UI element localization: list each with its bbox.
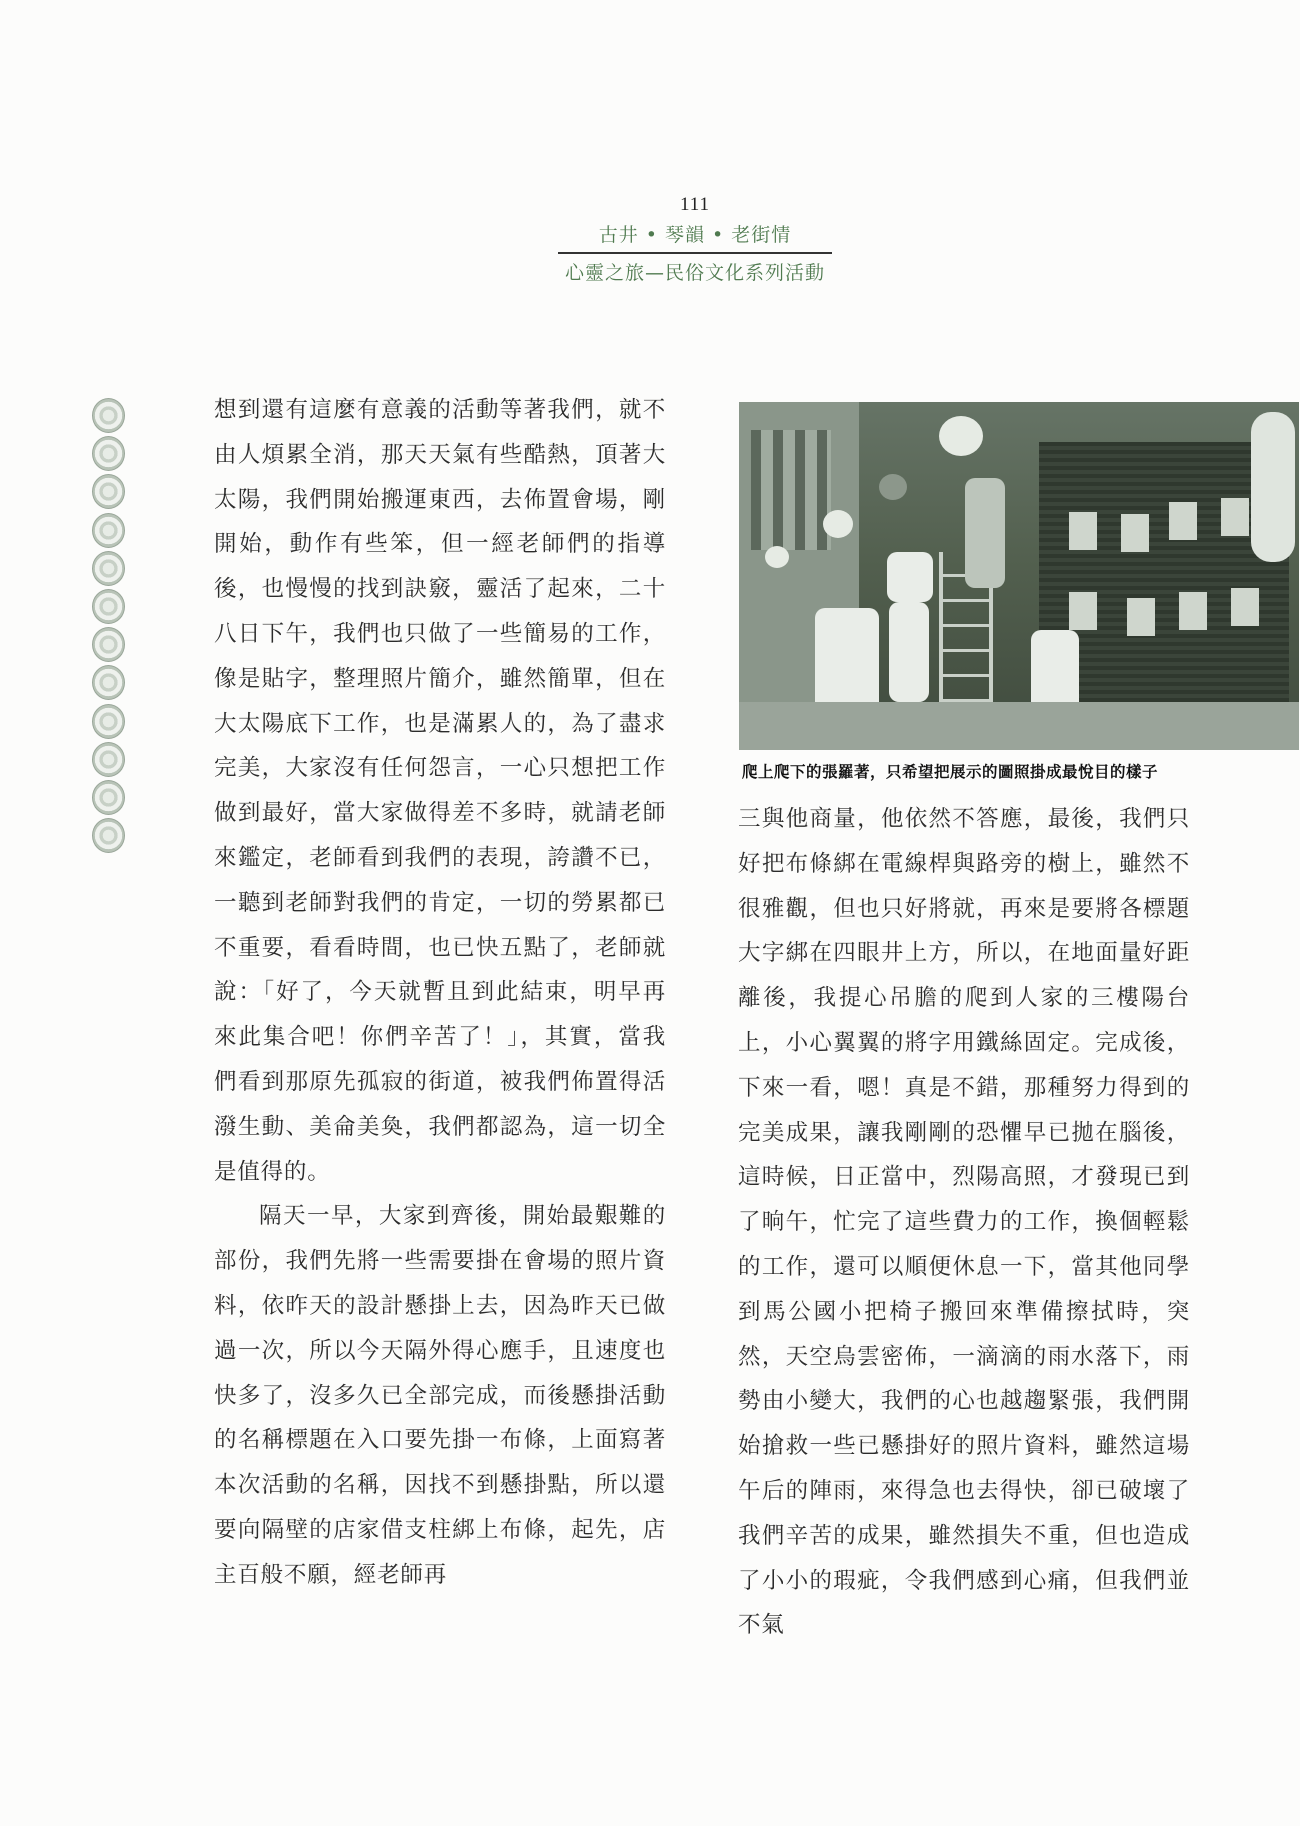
ornament-icon — [92, 513, 125, 548]
ornament-icon — [92, 742, 125, 777]
page-header — [0, 194, 1300, 285]
person — [887, 552, 933, 602]
photo-poster — [1121, 514, 1149, 552]
photo-poster — [1169, 502, 1197, 540]
shop-sign — [1251, 412, 1295, 562]
header-rule — [558, 252, 832, 254]
lantern — [823, 510, 853, 538]
left-text-column — [214, 388, 666, 1598]
person — [965, 478, 1005, 588]
ornament-icon — [92, 589, 125, 624]
person — [889, 602, 929, 702]
series-subtitle: 心靈之旅—民俗文化系列活動 — [564, 262, 825, 284]
ornament-icon — [92, 704, 125, 739]
right-text-column — [738, 797, 1190, 1648]
paragraph: 想到還有這麼有意義的活動等著我們，就不由人煩累全消，那天天氣有些酷熱，頂著大太陽，我們開始搬運東西，去佈置會場，剛開始，動作有些笨，但一經老師們的指導後，也慢慢的找到訣竅，靈活了起來，二十八日下午，我們也只做了一些簡易的工作，像是貼字，整理照片簡介，雖然簡單，但在大太陽底下工作，也是滿累人的，為了盡求完美，大家沒有任何怨言，一心只想把工作做到最好，當大家做得差不多時，就請老師來鑑定，老師看到我們的表現，誇讚不已，一聽到老師對我們的肯定，一切的勞累都已不重要，看看時間，也已快五點了，老師就說：「好了，今天就暫且到此結束，明早再來此集合吧！你們辛苦了！」，其實，當我們看到那原先孤寂的街道，被我們佈置得活潑生動、美侖美奐，我們都認為，這一切全是值得的。 — [214, 397, 666, 1185]
lantern — [765, 546, 789, 568]
paragraph: 隔天一早，大家到齊後，開始最艱難的部份，我們先將一些需要掛在會場的照片資料，依昨天的設計懸掛上去，因為昨天已做過一次，所以今天隔外得心應手，且速度也快多了，沒多久已全部完成，而後懸掛活動的名稱標題在入口要先掛一布條，上面寫著本次活動的名稱，因找不到懸掛點，所以還要向隔壁的店家借支柱綁上布條，起先，店主百般不願，經老師再 — [214, 1203, 666, 1588]
photo-poster — [1069, 512, 1097, 550]
ornament-icon — [92, 665, 125, 700]
photo-poster — [1221, 498, 1249, 536]
ornament-icon — [92, 398, 125, 433]
ornament-icon — [92, 627, 125, 662]
ornament-icon — [92, 780, 125, 815]
paragraph: 三與他商量，他依然不答應，最後，我們只好把布條綁在電線桿與路旁的樹上，雖然不很雅觀，但也只好將就，再來是要將各標題大字綁在四眼井上方，所以，在地面量好距離後，我提心吊膽的爬到人家的三樓陽台上，小心翼翼的將字用鐵絲固定。完成後，下來一看，嗯！真是不錯，那種努力得到的完美成果，讓我剛剛的恐懼早已拋在腦後，這時候，日正當中，烈陽高照，才發現已到了晌午，忙完了這些費力的工作，換個輕鬆的工作，還可以順便休息一下，當其他同學到馬公國小把椅子搬回來準備擦拭時，突然，天空烏雲密佈，一滴滴的雨水落下，雨勢由小變大，我們的心也越趨緊張，我們開始搶救一些已懸掛好的照片資料，雖然這場午后的陣雨，來得急也去得快，卻已破壞了我們辛苦的成果，雖然損失不重，但也造成了小小的瑕疵，令我們感到心痛，但我們並不氣 — [738, 806, 1190, 1639]
series-title: 古井 • 琴韻 • 老街情 — [598, 224, 792, 246]
ornament-icon — [92, 436, 125, 471]
ornament-icon — [92, 474, 125, 509]
photo-poster — [1231, 588, 1259, 626]
lantern — [879, 474, 907, 500]
lantern — [939, 416, 983, 456]
photo-poster — [1069, 592, 1097, 630]
photo-caption: 爬上爬下的張羅著，只希望把展示的圖照掛成最悅目的樣子 — [742, 763, 1159, 781]
building-windows — [751, 430, 831, 550]
decorative-ornament-column — [92, 398, 126, 856]
ornament-icon — [92, 818, 125, 853]
street — [739, 702, 1299, 750]
photo-poster — [1179, 592, 1207, 630]
page-number: 111 — [679, 194, 711, 215]
photo-poster — [1127, 598, 1155, 636]
ornament-icon — [92, 551, 125, 586]
street-photo — [739, 402, 1299, 750]
